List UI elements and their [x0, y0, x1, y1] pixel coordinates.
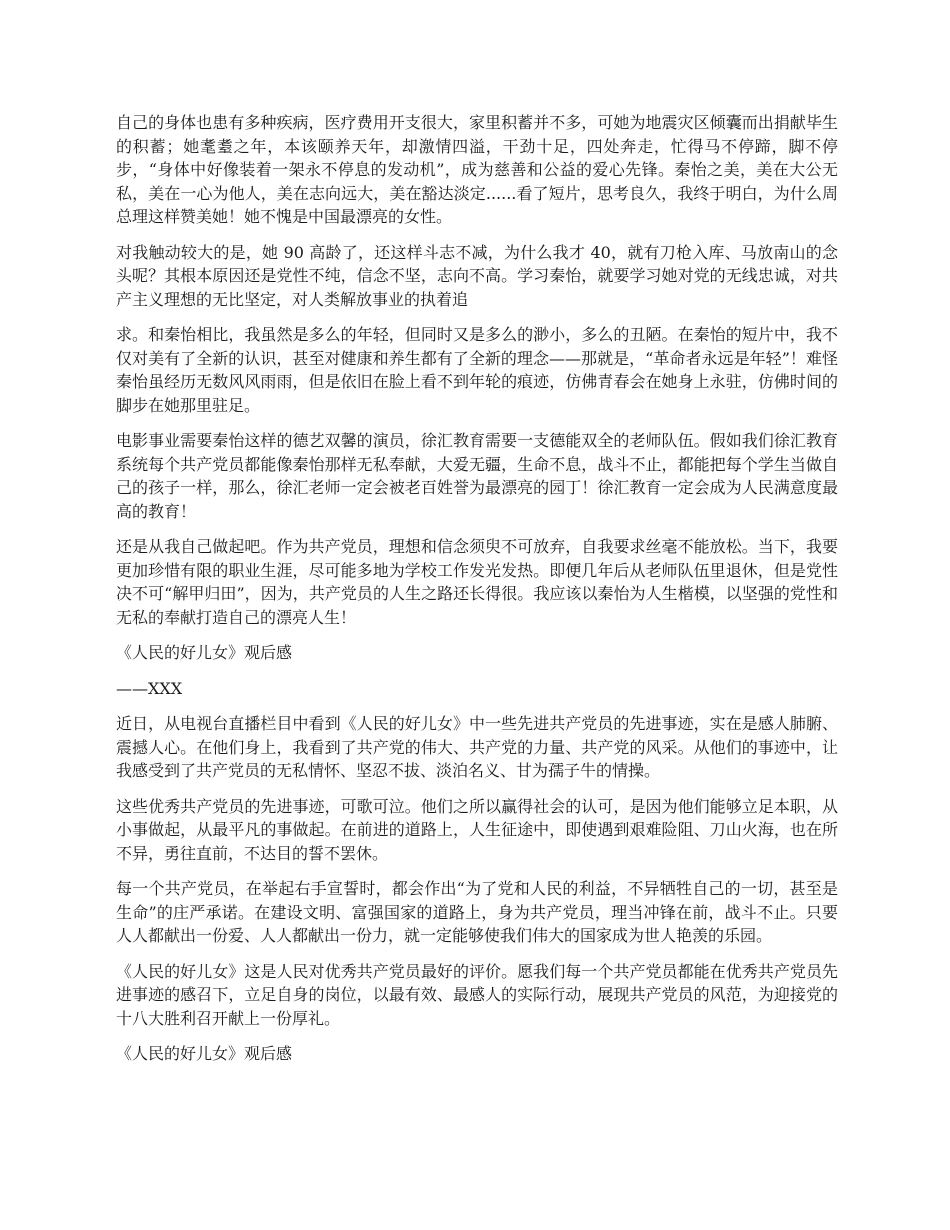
paragraph-6: 近日，从电视台直播栏目中看到《人民的好儿女》中一些先进共产党员的先进事迹，实在是感人肺腑、震撼人心。在他们身上，我看到了共产党的伟大、共产党的力量、共产党的风采。从他们的事迹中，让我感受到了共产党员的无私情怀、坚忍不拔、淡泊名义、甘为孺子牛的情操。 — [116, 714, 838, 780]
paragraph-7: 这些优秀共产党员的先进事迹，可歌可泣。他们之所以赢得社会的认可，是因为他们能够立足本职，从小事做起，从最平凡的事做起。在前进的道路上，人生征途中，即使遇到艰难险阻、刀山火海，也在所不异，勇往直前，不达目的誓不罢休。 — [116, 796, 838, 863]
paragraph-1: 自己的身体也患有多种疾病，医疗费用开支很大，家里积蓄并不多，可她为地震灾区倾囊而出捐献毕生的积蓄；她耄耋之年，本该颐养天年，却激情四溢，干劲十足，四处奔走，忙得马不停蹄，脚不停步，“身体中好像装着一架永不停息的发动机”，成为慈善和公益的爱心先锋。秦怡之美，美在大公无私，美在一心为他人，美在志向远大，美在豁达淡定......看了短片，思考良久，我终于明白，为什么周总理这样赞美她！她不愧是中国最漂亮的女性。 — [116, 113, 838, 226]
paragraph-4: 电影事业需要秦怡这样的德艺双馨的演员，徐汇教育需要一支德能双全的老师队伍。假如我们徐汇教育系统每个共产党员都能像秦怡那样无私奉献，大爱无疆，生命不息，战斗不止，都能把每个学生当做自己的孩子一样，那么，徐汇老师一定会被老百姓誉为最漂亮的园丁！徐汇教育一定会成为人民满意度最高的教育！ — [116, 431, 838, 521]
author-line: ——XXX — [116, 678, 183, 698]
paragraph-2: 对我触动较大的是，她 90 高龄了，还这样斗志不减，为什么我才 40，就有刀枪入库、马放南山的念头呢？其根本原因还是党性不纯，信念不坚，志向不高。学习秦怡，就要学习她对党的无线忠诚，对共产主义理想的无比坚定，对人类解放事业的执着追 — [116, 242, 838, 309]
paragraph-9: 《人民的好儿女》这是人民对优秀共产党员最好的评价。愿我们每一个共产党员都能在优秀共产党员先进事迹的感召下，立足自身的岗位，以最有效、最感人的实际行动，展现共产党员的风范，为迎接党的十八大胜利召开献上一份厚礼。 — [116, 961, 838, 1028]
section-title-2: 《人民的好儿女》观后感 — [116, 1044, 293, 1063]
section-title: 《人民的好儿女》观后感 — [116, 643, 293, 662]
document-page — [116, 111, 838, 1078]
paragraph-5: 还是从我自己做起吧。作为共产党员，理想和信念须臾不可放弃，自我要求丝毫不能放松。当下，我要更加珍惜有限的职业生涯，尽可能多地为学校工作发光发热。即便几年后从老师队伍里退休，但是党性决不可“解甲归田”，因为，共产党员的人生之路还长得很。我应该以秦怡为人生楷模，以坚强的党性和无私的奉献打造自己的漂亮人生！ — [116, 537, 838, 627]
paragraph-3: 求。和秦怡相比，我虽然是多么的年轻，但同时又是多么的渺小，多么的丑陋。在秦怡的短片中，我不仅对美有了全新的认识，甚至对健康和养生都有了全新的理念——那就是，“革命者永远是年轻”！难怪秦怡虽经历无数风风雨雨，但是依旧在脸上看不到年轮的痕迹，仿佛青春会在她身上永驻，仿佛时间的脚步在她那里驻足。 — [116, 325, 838, 415]
paragraph-8: 每一个共产党员，在举起右手宣誓时，都会作出“为了党和人民的利益，不异牺牲自己的一切，甚至是生命”的庄严承诺。在建设文明、富强国家的道路上，身为共产党员，理当冲锋在前，战斗不止。只要人人都献出一份爱、人人都献出一份力，就一定能够使我们伟大的国家成为世人艳羡的乐园。 — [116, 879, 838, 945]
